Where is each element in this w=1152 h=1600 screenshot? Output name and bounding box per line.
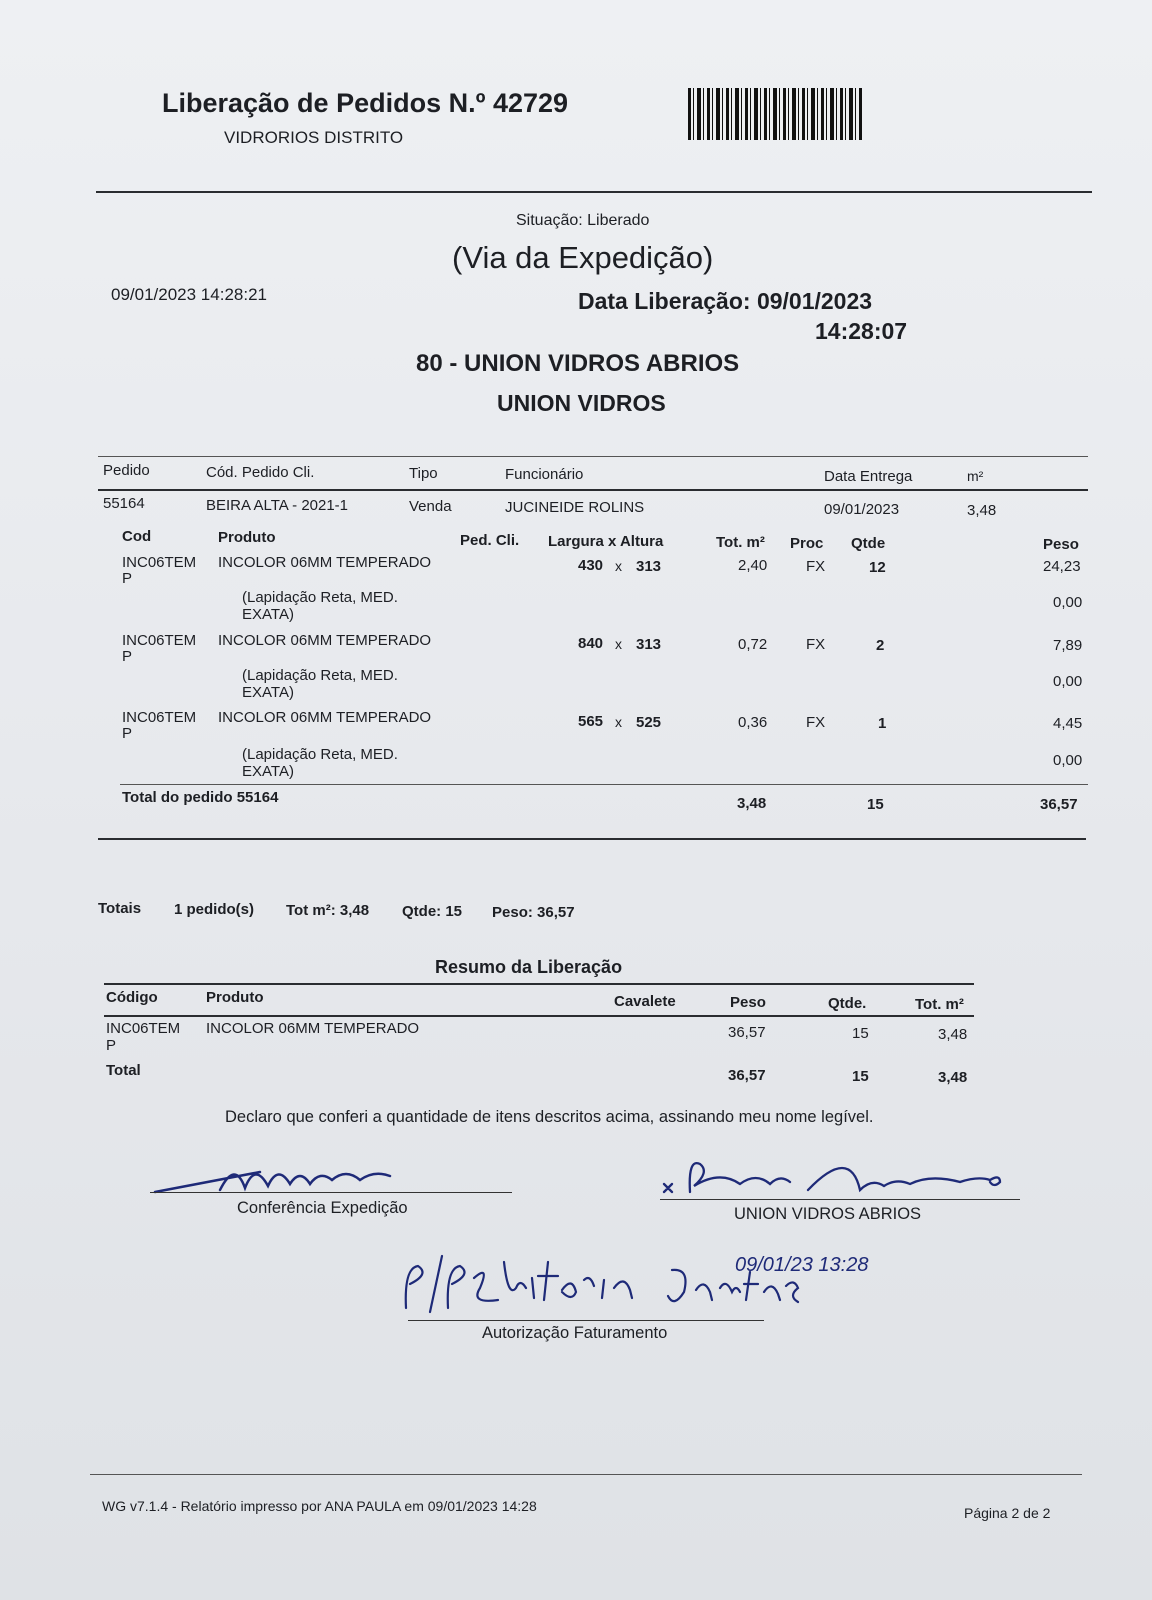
col-qtde: Qtde <box>851 535 886 552</box>
item-cod-suffix: P <box>122 725 133 742</box>
item-proc: FX <box>806 636 826 653</box>
company-name: VIDRORIOS DISTRITO <box>224 128 404 147</box>
item-largura: 840 <box>578 635 604 652</box>
item-peso: 7,89 <box>1053 637 1083 654</box>
client-order-code: BEIRA ALTA - 2021-1 <box>206 497 349 514</box>
page-number: Página 2 de 2 <box>964 1505 1051 1521</box>
divider <box>104 1015 974 1017</box>
signature-right-label: UNION VIDROS ABRIOS <box>734 1205 922 1223</box>
order-total-qtde: 15 <box>867 796 884 813</box>
item-produto: INCOLOR 06MM TEMPERADO <box>218 709 432 726</box>
item-qtde: 1 <box>878 715 887 732</box>
summary-codigo: INC06TEM <box>106 1020 181 1037</box>
divider <box>98 456 1088 457</box>
client-name: 80 - UNION VIDROS ABRIOS <box>416 350 740 377</box>
item-note-peso: 0,00 <box>1053 673 1083 690</box>
handwritten-signature <box>400 1248 980 1320</box>
col-largura-altura: Largura x Altura <box>548 533 664 550</box>
divider <box>104 983 974 985</box>
col-ped-cli: Ped. Cli. <box>460 532 520 549</box>
item-proc: FX <box>806 558 826 575</box>
item-cod-suffix: P <box>122 648 133 665</box>
order-type: Venda <box>409 498 452 515</box>
col-m2: m² <box>967 468 984 484</box>
summary-col-tot-m2: Tot. m² <box>915 996 964 1013</box>
item-altura: 313 <box>636 636 662 653</box>
summary-produto: INCOLOR 06MM TEMPERADO <box>206 1020 420 1037</box>
summary-qtde: 15 <box>852 1025 869 1042</box>
item-altura: 313 <box>636 558 662 575</box>
signature-line <box>408 1320 764 1321</box>
item-cod: INC06TEM <box>122 632 197 649</box>
totals-peso: Peso: 36,57 <box>492 904 575 921</box>
item-tot-m2: 2,40 <box>738 557 768 574</box>
summary-col-produto: Produto <box>206 989 264 1006</box>
order-total-peso: 36,57 <box>1040 796 1078 813</box>
item-note-peso: 0,00 <box>1053 594 1083 611</box>
delivery-date: 09/01/2023 <box>824 501 900 518</box>
printed-timestamp: 09/01/2023 14:28:21 <box>111 285 267 304</box>
summary-total-qtde: 15 <box>852 1068 869 1085</box>
item-note-cont: EXATA) <box>242 606 294 623</box>
barcode <box>688 88 864 140</box>
col-pedido: Pedido <box>103 462 150 479</box>
summary-title: Resumo da Liberação <box>435 957 623 977</box>
item-qtde: 12 <box>869 559 886 576</box>
footer-text: WG v7.1.4 - Relatório impresso por ANA PAULA em 09/01/2023 14:28 <box>102 1498 537 1514</box>
item-peso: 24,23 <box>1043 558 1081 575</box>
summary-col-cavalete: Cavalete <box>614 993 676 1010</box>
item-proc: FX <box>806 714 826 731</box>
col-cod: Cod <box>122 528 152 545</box>
release-date: Data Liberação: 09/01/2023 <box>578 288 873 314</box>
item-note-cont: EXATA) <box>242 763 294 780</box>
signature-right <box>660 1150 1020 1200</box>
order-total-label: Total do pedido 55164 <box>122 789 279 806</box>
item-note-cont: EXATA) <box>242 684 294 701</box>
summary-col-codigo: Código <box>106 989 158 1006</box>
item-cod-suffix: P <box>122 570 133 587</box>
totals-m2: Tot m²: 3,48 <box>286 902 370 919</box>
item-largura: 430 <box>578 557 604 574</box>
summary-total-label: Total <box>106 1062 141 1079</box>
col-peso: Peso <box>1043 536 1079 553</box>
divider <box>98 489 1088 491</box>
status-label: Situação: Liberado <box>516 212 650 229</box>
col-tipo: Tipo <box>409 465 438 482</box>
summary-peso: 36,57 <box>728 1024 766 1041</box>
item-altura: 525 <box>636 714 662 731</box>
order-number: 55164 <box>103 495 145 512</box>
col-produto: Produto <box>218 529 276 546</box>
item-largura: 565 <box>578 713 604 730</box>
totals-qtde: Qtde: 15 <box>402 903 463 920</box>
item-note: (Lapidação Reta, MED. <box>242 746 398 763</box>
item-x: x <box>615 636 622 652</box>
item-produto: INCOLOR 06MM TEMPERADO <box>218 554 432 571</box>
item-note: (Lapidação Reta, MED. <box>242 667 398 684</box>
item-qtde: 2 <box>876 637 885 654</box>
divider <box>96 191 1092 193</box>
item-cod: INC06TEM <box>122 554 197 571</box>
col-cod-pedido-cli: Cód. Pedido Cli. <box>206 464 315 481</box>
summary-col-qtde: Qtde. <box>828 995 867 1012</box>
col-funcionario: Funcionário <box>505 466 584 483</box>
item-peso: 4,45 <box>1053 715 1083 732</box>
via-label: (Via da Expedição) <box>452 240 714 275</box>
item-note: (Lapidação Reta, MED. <box>242 589 398 606</box>
item-x: x <box>615 558 622 574</box>
item-cod: INC06TEM <box>122 709 197 726</box>
order-total-m2: 3,48 <box>737 795 767 812</box>
totals-label: Totais <box>98 900 142 917</box>
handwritten-date: 09/01/23 13:28 <box>735 1254 869 1276</box>
item-note-peso: 0,00 <box>1053 752 1083 769</box>
signature-line <box>660 1199 1020 1200</box>
client-short-name: UNION VIDROS <box>497 390 666 416</box>
summary-tot-m2: 3,48 <box>938 1026 968 1043</box>
summary-codigo-suffix: P <box>106 1037 117 1054</box>
divider <box>98 838 1086 840</box>
item-tot-m2: 0,36 <box>738 714 768 731</box>
item-tot-m2: 0,72 <box>738 636 768 653</box>
signature-left-label: Conferência Expedição <box>237 1199 408 1217</box>
item-produto: INCOLOR 06MM TEMPERADO <box>218 632 432 649</box>
col-data-entrega: Data Entrega <box>824 468 913 485</box>
totals-pedidos: 1 pedido(s) <box>174 901 255 918</box>
signature-bottom-label: Autorização Faturamento <box>482 1324 668 1342</box>
declaration-text: Declaro que conferi a quantidade de itens descritos acima, assinando meu nome legível. <box>225 1108 874 1126</box>
order-m2: 3,48 <box>967 502 997 519</box>
summary-col-peso: Peso <box>730 994 766 1011</box>
summary-total-tot-m2: 3,48 <box>938 1069 968 1086</box>
document-title: Liberação de Pedidos N.º 42729 <box>162 88 569 118</box>
col-tot-m2: Tot. m² <box>716 534 765 551</box>
item-x: x <box>615 714 622 730</box>
release-time: 14:28:07 <box>815 318 908 344</box>
col-proc: Proc <box>790 535 824 552</box>
signature-line <box>150 1192 512 1193</box>
summary-total-peso: 36,57 <box>728 1067 766 1084</box>
employee: JUCINEIDE ROLINS <box>505 499 645 516</box>
divider <box>120 784 1088 785</box>
divider <box>90 1474 1082 1475</box>
